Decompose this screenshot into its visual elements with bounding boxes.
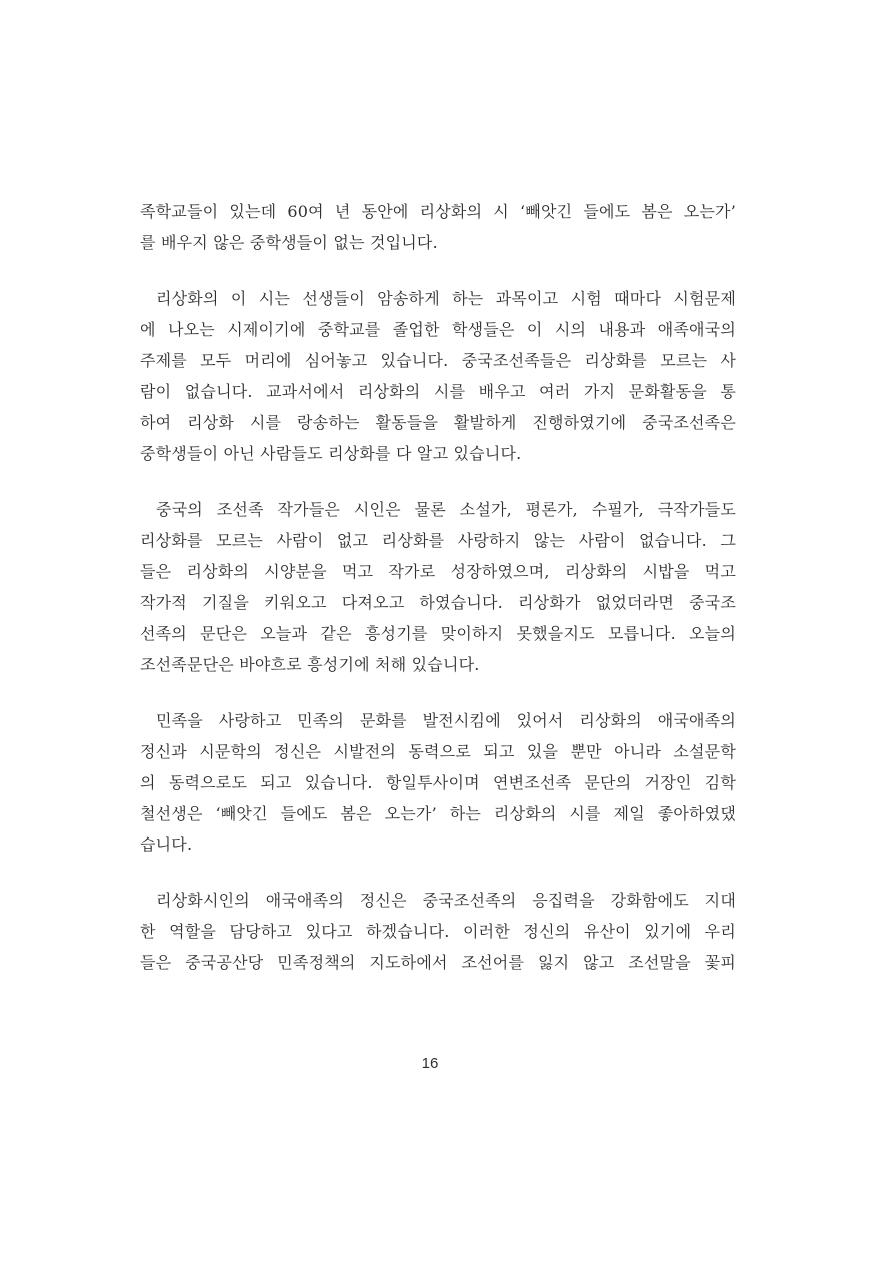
text-line: 하여 리상화 시를 랑송하는 활동들을 활발하게 진행하였기에 중국조선족은	[140, 413, 736, 432]
text-block	[140, 196, 736, 1003]
text-line: 리상화의 이 시는 선생들이 암송하게 하는 과목이고 시험 때마다 시험문제	[156, 289, 736, 308]
paragraph	[140, 885, 736, 978]
paragraph	[140, 283, 736, 469]
page-number: 16	[421, 1055, 439, 1072]
text-line: 조선족문단은 바야흐로 흥성기에 처해 있습니다.	[140, 655, 480, 674]
text-line: 를 배우지 않은 중학생들이 없는 것입니다.	[140, 233, 438, 252]
text-line: 리상화를 모르는 사람이 없고 리상화를 사랑하지 않는 사람이 없습니다. 그	[140, 531, 736, 550]
text-line: 의 동력으로도 되고 있습니다. 항일투사이며 연변조선족 문단의 거장인 김학	[140, 773, 736, 792]
text-line: 들은 리상화의 시양분을 먹고 작가로 성장하였으며, 리상화의 시밥을 먹고	[140, 562, 736, 581]
text-line: 한 역할을 담당하고 있다고 하겠습니다. 이러한 정신의 유산이 있기에 우리	[140, 922, 736, 941]
text-line: 중학생들이 아닌 사람들도 리상화를 다 알고 있습니다.	[140, 444, 522, 463]
text-line: 정신과 시문학의 정신은 시발전의 동력으로 되고 있을 뿐만 아니라 소설문학	[140, 742, 736, 761]
text-line: 들은 중국공산당 민족정책의 지도하에서 조선어를 잃지 않고 조선말을 꽃피	[140, 953, 736, 972]
paragraph	[140, 705, 736, 860]
text-line: 족학교들이 있는데 60여 년 동안에 리상화의 시 ‘빼앗긴 들에도 봄은 오는가’	[140, 202, 736, 221]
text-line: 리상화시인의 애국애족의 정신은 중국조선족의 응집력을 강화함에도 지대	[156, 891, 736, 910]
text-line: 람이 없습니다. 교과서에서 리상화의 시를 배우고 여러 가지 문화활동을 통	[140, 382, 736, 401]
text-line: 민족을 사랑하고 민족의 문화를 발전시킴에 있어서 리상화의 애국애족의	[156, 711, 736, 730]
text-line: 작가적 기질을 키워오고 다져오고 하였습니다. 리상화가 없었더라면 중국조	[140, 593, 736, 612]
text-line: 철선생은 ‘빼앗긴 들에도 봄은 오는가’ 하는 리상화의 시를 제일 좋아하였댔	[140, 804, 736, 823]
text-line: 선족의 문단은 오늘과 같은 흥성기를 맞이하지 못했을지도 모릅니다. 오늘의	[140, 624, 736, 643]
text-line: 주제를 모두 머리에 심어놓고 있습니다. 중국조선족들은 리상화를 모르는 사	[140, 351, 736, 370]
text-line: 에 나오는 시제이기에 중학교를 졸업한 학생들은 이 시의 내용과 애족애국의	[140, 320, 736, 339]
text-line: 중국의 조선족 작가들은 시인은 물론 소설가, 평론가, 수필가, 극작가들도	[156, 500, 736, 519]
paragraph	[140, 196, 736, 258]
paragraph	[140, 494, 736, 680]
text-line: 습니다.	[140, 835, 193, 854]
